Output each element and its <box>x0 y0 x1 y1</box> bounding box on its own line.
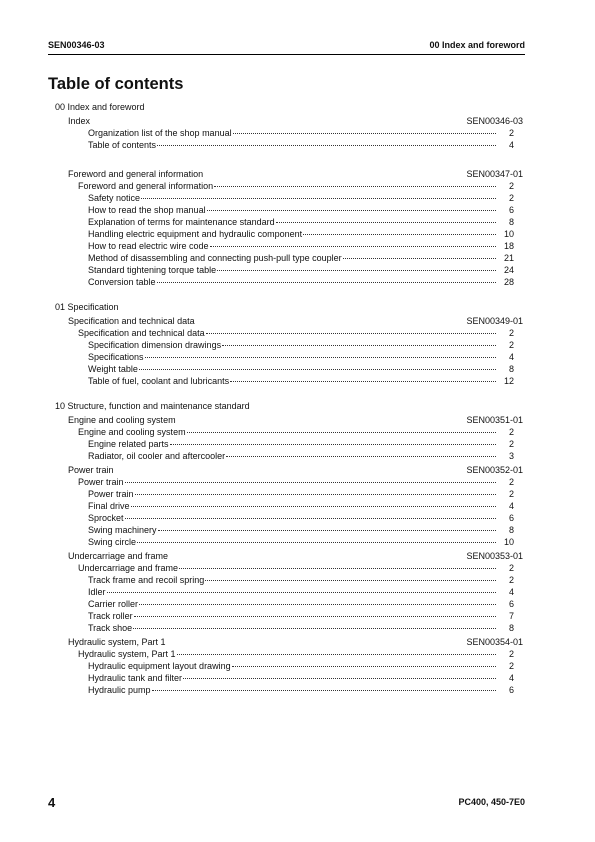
entry-page: 3 <box>508 451 514 461</box>
toc-entry[interactable] <box>48 438 514 450</box>
entry-page: 28 <box>503 277 514 287</box>
toc-entry[interactable] <box>48 500 514 512</box>
entry-label: Explanation of terms for maintenance standard <box>88 217 275 227</box>
entry-label: Handling electric equipment and hydraulic component <box>88 229 303 239</box>
entry-page: 8 <box>508 623 514 633</box>
dot-leader <box>276 222 496 223</box>
entry-page: 2 <box>508 489 514 499</box>
entry-page: 8 <box>508 364 514 374</box>
entry-page: 2 <box>508 661 514 671</box>
toc-section <box>48 301 523 387</box>
toc-entry[interactable] <box>48 524 514 536</box>
entry-page: 18 <box>503 241 514 251</box>
toc-entry[interactable] <box>48 622 514 634</box>
entry-label: Method of disassembling and connecting push-pull type coupler <box>88 253 342 263</box>
entry-label: Power train <box>88 489 134 499</box>
section-title: 10 Structure, function and maintenance standard <box>55 401 250 411</box>
entry-label: Idler <box>88 587 106 597</box>
entry-page: 2 <box>508 563 514 573</box>
group-title: Undercarriage and frame <box>68 551 169 561</box>
entry-page: 2 <box>508 328 514 338</box>
toc-entry[interactable] <box>48 127 514 139</box>
toc-entry[interactable] <box>48 672 514 684</box>
entry-label: Conversion table <box>88 277 156 287</box>
toc-entry[interactable] <box>48 252 514 264</box>
toc-entry[interactable] <box>48 264 514 276</box>
toc-entry[interactable] <box>48 375 514 387</box>
entry-label: Engine and cooling system <box>78 427 186 437</box>
section-title: 01 Specification <box>55 302 119 312</box>
group-title: Hydraulic system, Part 1 <box>68 637 166 647</box>
entry-page: 4 <box>508 140 514 150</box>
toc-entry[interactable] <box>48 139 514 151</box>
dot-leader <box>152 690 496 691</box>
dot-leader <box>230 381 496 382</box>
entry-page: 7 <box>508 611 514 621</box>
dot-leader <box>157 282 496 283</box>
entry-label: Hydraulic pump <box>88 685 151 695</box>
toc-entry[interactable] <box>48 574 514 586</box>
entry-page: 10 <box>503 537 514 547</box>
group-document-code: SEN00352-01 <box>466 465 523 475</box>
toc-entry[interactable] <box>48 180 514 192</box>
dot-leader <box>135 494 496 495</box>
group-document-code: SEN00353-01 <box>466 551 523 561</box>
document-code: SEN00346-03 <box>48 40 105 50</box>
entry-label: Table of contents <box>88 140 157 150</box>
group-title: Foreword and general information <box>68 169 204 179</box>
dot-leader <box>207 210 496 211</box>
entry-page: 4 <box>508 587 514 597</box>
group-title: Power train <box>68 465 114 475</box>
toc-group <box>48 464 523 476</box>
dot-leader <box>233 133 496 134</box>
section-title: 00 Index and foreword <box>55 102 145 112</box>
group-document-code: SEN00347-01 <box>466 169 523 179</box>
dot-leader <box>141 198 496 199</box>
group-document-code: SEN00349-01 <box>466 316 523 326</box>
group-document-code: SEN00346-03 <box>466 116 523 126</box>
toc-entry[interactable] <box>48 204 514 216</box>
entry-page: 6 <box>508 205 514 215</box>
dot-leader <box>226 456 496 457</box>
dot-leader <box>131 506 496 507</box>
toc-entry[interactable] <box>48 450 514 462</box>
toc-entry[interactable] <box>48 339 514 351</box>
toc-entry[interactable] <box>48 426 514 438</box>
toc-entry[interactable] <box>48 562 514 574</box>
toc-entry[interactable] <box>48 327 514 339</box>
entry-page: 2 <box>508 439 514 449</box>
toc-group <box>48 315 523 327</box>
dot-leader <box>157 145 496 146</box>
entry-page: 6 <box>508 685 514 695</box>
entry-page: 2 <box>508 649 514 659</box>
dot-leader <box>145 357 496 358</box>
entry-page: 8 <box>508 217 514 227</box>
entry-label: Table of fuel, coolant and lubricants <box>88 376 230 386</box>
entry-page: 2 <box>508 181 514 191</box>
dot-leader <box>183 678 496 679</box>
chapter-title: 00 Index and foreword <box>429 40 525 50</box>
entry-page: 4 <box>508 673 514 683</box>
toc-group <box>48 636 523 648</box>
toc-group <box>48 115 523 127</box>
entry-label: Organization list of the shop manual <box>88 128 232 138</box>
dot-leader <box>179 568 496 569</box>
entry-label: Specifications <box>88 352 144 362</box>
entry-label: How to read the shop manual <box>88 205 206 215</box>
dot-leader <box>139 604 496 605</box>
model-name: PC400, 450-7E0 <box>458 797 525 807</box>
entry-label: Standard tightening torque table <box>88 265 217 275</box>
entry-label: Engine related parts <box>88 439 169 449</box>
dot-leader <box>343 258 496 259</box>
toc-entry[interactable] <box>48 586 514 598</box>
dot-leader <box>187 432 496 433</box>
entry-label: Track shoe <box>88 623 133 633</box>
toc-entry[interactable] <box>48 228 514 240</box>
toc-group <box>48 414 523 426</box>
entry-page: 6 <box>508 513 514 523</box>
entry-page: 2 <box>508 128 514 138</box>
header-divider <box>48 54 525 55</box>
entry-label: Swing circle <box>88 537 137 547</box>
entry-page: 6 <box>508 599 514 609</box>
dot-leader <box>217 270 496 271</box>
entry-page: 8 <box>508 525 514 535</box>
dot-leader <box>125 482 496 483</box>
dot-leader <box>139 369 496 370</box>
table-of-contents <box>48 101 523 696</box>
toc-entry[interactable] <box>48 216 514 228</box>
entry-label: Weight table <box>88 364 138 374</box>
entry-label: Power train <box>78 477 124 487</box>
dot-leader <box>222 345 496 346</box>
entry-label: Swing machinery <box>88 525 157 535</box>
dot-leader <box>214 186 496 187</box>
toc-section <box>48 400 523 696</box>
dot-leader <box>158 530 496 531</box>
toc-entry[interactable] <box>48 610 514 622</box>
group-title: Specification and technical data <box>68 316 195 326</box>
dot-leader <box>107 592 496 593</box>
dot-leader <box>177 654 496 655</box>
entry-page: 2 <box>508 477 514 487</box>
toc-entry[interactable] <box>48 536 514 548</box>
page-title: Table of contents <box>48 75 184 93</box>
dot-leader <box>210 246 496 247</box>
entry-label: Safety notice <box>88 193 141 203</box>
entry-page: 2 <box>508 193 514 203</box>
entry-page: 4 <box>508 501 514 511</box>
toc-entry[interactable] <box>48 488 514 500</box>
dot-leader <box>137 542 496 543</box>
group-document-code: SEN00351-01 <box>466 415 523 425</box>
entry-label: Carrier roller <box>88 599 139 609</box>
entry-page: 12 <box>503 376 514 386</box>
dot-leader <box>134 616 496 617</box>
dot-leader <box>303 234 496 235</box>
toc-entry[interactable] <box>48 351 514 363</box>
dot-leader <box>125 518 496 519</box>
entry-label: Track roller <box>88 611 133 621</box>
toc-entry[interactable] <box>48 240 514 252</box>
entry-page: 10 <box>503 229 514 239</box>
toc-entry[interactable] <box>48 276 514 288</box>
toc-entry[interactable] <box>48 363 514 375</box>
entry-label: Track frame and recoil spring <box>88 575 205 585</box>
entry-label: Hydraulic equipment layout drawing <box>88 661 231 671</box>
toc-section <box>48 101 523 288</box>
group-document-code: SEN00354-01 <box>466 637 523 647</box>
entry-label: Undercarriage and frame <box>78 563 179 573</box>
entry-label: Specification and technical data <box>78 328 205 338</box>
entry-label: Hydraulic tank and filter <box>88 673 183 683</box>
entry-page: 2 <box>508 340 514 350</box>
group-title: Index <box>68 116 91 126</box>
toc-entry[interactable] <box>48 648 514 660</box>
toc-entry[interactable] <box>48 192 514 204</box>
toc-entry[interactable] <box>48 512 514 524</box>
dot-leader <box>133 628 496 629</box>
entry-page: 21 <box>503 253 514 263</box>
toc-entry[interactable] <box>48 476 514 488</box>
dot-leader <box>232 666 496 667</box>
entry-label: Radiator, oil cooler and aftercooler <box>88 451 226 461</box>
entry-label: Sprocket <box>88 513 124 523</box>
entry-page: 2 <box>508 427 514 437</box>
dot-leader <box>205 580 496 581</box>
toc-group <box>48 550 523 562</box>
entry-label: Final drive <box>88 501 130 511</box>
dot-leader <box>206 333 496 334</box>
entry-label: Foreword and general information <box>78 181 214 191</box>
entry-label: Hydraulic system, Part 1 <box>78 649 176 659</box>
entry-label: How to read electric wire code <box>88 241 209 251</box>
entry-page: 4 <box>508 352 514 362</box>
group-title: Engine and cooling system <box>68 415 176 425</box>
dot-leader <box>170 444 496 445</box>
toc-entry[interactable] <box>48 598 514 610</box>
toc-entry[interactable] <box>48 684 514 696</box>
entry-page: 24 <box>503 265 514 275</box>
toc-entry[interactable] <box>48 660 514 672</box>
entry-label: Specification dimension drawings <box>88 340 222 350</box>
page-number: 4 <box>48 795 56 810</box>
entry-page: 2 <box>508 575 514 585</box>
toc-group <box>48 168 523 180</box>
